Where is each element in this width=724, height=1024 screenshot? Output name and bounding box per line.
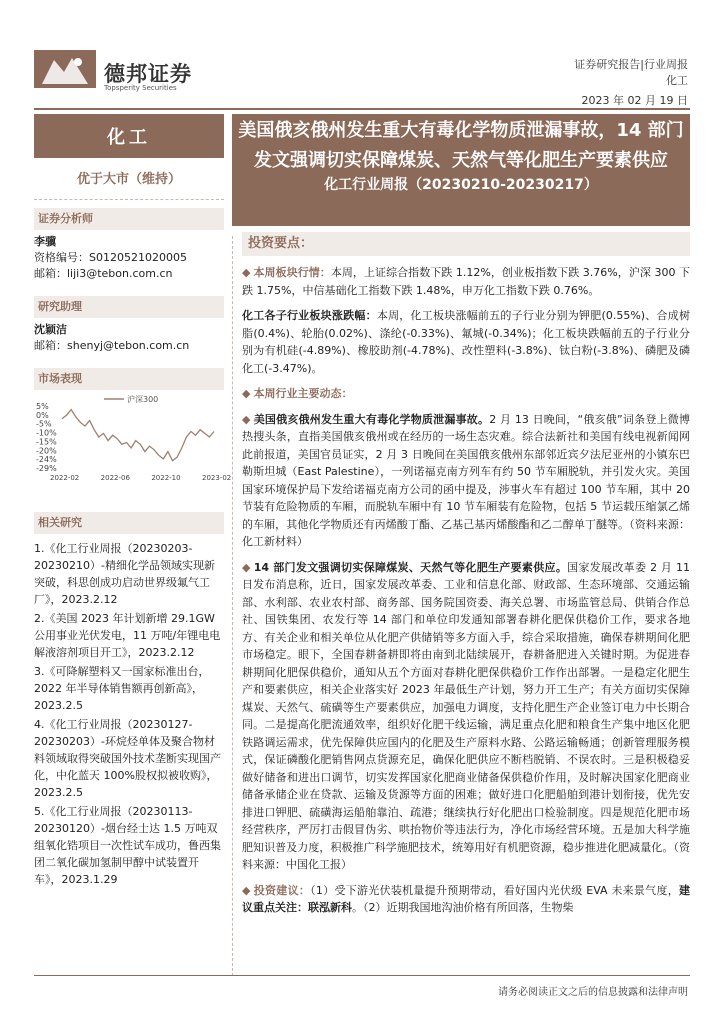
- paragraph-fertilizer: [242, 559, 690, 874]
- body-text: [242, 264, 690, 925]
- related-item[interactable]: 5.《化工行业周报（20230113-20230120）-烟台经士达 1.5 万吨双组氧化锆项目一次性试车成功，鲁西集团二氧化碳加氢制甲醇中试装置开车》，2023.1.29: [34, 805, 221, 886]
- y-tick-label: -15%: [36, 437, 57, 447]
- x-tick-label: 2022-10: [151, 474, 181, 482]
- paragraph-weekly-market: [242, 264, 690, 299]
- y-tick-label: 5%: [36, 402, 49, 411]
- report-subtitle: 化工行业周报（20230210-20230217）: [324, 177, 598, 193]
- legend-label: 沪深300: [127, 395, 159, 404]
- sector-box: 化工: [34, 114, 224, 158]
- text-invest-b: 。（2）近期我国地沟油价格有所回落，生物柴: [352, 901, 574, 914]
- left-sidebar: [34, 114, 232, 890]
- x-tick-label: 2023-02: [202, 474, 232, 482]
- analyst-email[interactable]: 邮箱：liji3@tebon.com.cn: [34, 267, 173, 280]
- header-divider: [34, 108, 690, 110]
- paragraph-ohio: [242, 411, 690, 551]
- text-invest-a: （1）受下游光伏装机量提升预期带动，看好国内光伏级 EVA 未来景气度，: [310, 883, 680, 897]
- industry-label: 化工: [666, 74, 688, 87]
- y-tick-label: -10%: [36, 428, 57, 438]
- assistant-heading: 研究助理: [34, 296, 224, 318]
- report-date: 2023 年 02 月 19 日: [581, 94, 688, 107]
- market-heading: 市场表现: [34, 368, 224, 390]
- x-tick-label: 2022-06: [100, 474, 130, 482]
- company-name-cn: 德邦证券: [104, 62, 192, 86]
- label-weekly: 本周板块行情：: [253, 266, 331, 279]
- related-item[interactable]: 3.《可降解塑料又一国家标准出台，2022 年半导体销售额再创新高》，2023.2.5: [34, 665, 210, 712]
- report-title: 美国俄亥俄州发生重大有毒化学物质泄漏事故，14 部门发文强调切实保障煤炭、天然气等化肥生产要素供应: [238, 120, 684, 171]
- label-fertilizer: 14 部门发文强调切实保障煤炭、天然气等化肥生产要素供应。: [253, 560, 568, 574]
- bullet-icon: ◆: [242, 560, 251, 574]
- label-subsectors: 化工各子行业板块涨跌幅：: [242, 309, 377, 322]
- label-dynamics: 本周行业主要动态：: [253, 387, 353, 400]
- label-invest: 投资建议：: [253, 883, 311, 897]
- related-list: [34, 540, 224, 888]
- paragraph-subsectors: [242, 307, 690, 377]
- analyst-heading: 证券分析师: [34, 208, 224, 230]
- rating: 优于大市（维持）: [76, 172, 181, 187]
- text-fertilizer: 国家发展改革委 2 月 11 日发布消息称，近日，国家发展改革委、工业和信息化部、财政部、生态环境部、交通运输部、水利部、农业农村部、商务部、国务院国资委、海关总署、市场监管总局、供销合作总社、国铁集团、农发行等 14 部门和单位印发通知部署春耕化肥保供稳价工作，要求各地方、有关企业和相关单位从化肥产供储销等多方面入手，综合采取措施，确保春耕期间化肥市场稳定。眼下，全国春耕备耕即将由南到北陆续展开，春耕备肥进入关键时期。为促进春耕期间化肥保供稳价，通知从五个方面对春耕化肥保供稳价工作作出部署。一是稳定化肥生产和要素供应，相关企业落实好 2023 年最低生产计划，努力开工生产；有关方面切实保障煤炭、天然气、硫磺等生产要素供应，加强电力调度，支持化肥生产企业签订电力中长期合同。二是提高化肥流通效率，组织好化肥干线运输，满足重点化肥和粮食生产集中地区化肥铁路调运需求，优先保障供应国内的化肥及生产原料水路、公路运输畅通；创新管理服务模式，保证磷酸化肥销售网点货源充足，确保化肥供应不断档脱销、不误农时。三是积极稳妥做好储备和进出口调节，切实发挥国家化肥商业储备保供稳价作用，及时解决国家化肥商业储备承储企业在贷款、运输及货源等方面的困难；做好进口化肥船舶到港计划衔接，优先安排进口钾肥、硫磺海运船舶靠泊、疏港；继续执行好化肥出口检验制度。四是规范化肥市场经营秩序，严厉打击假冒伪劣、哄抬物价等违法行为，净化市场经营环境。五是加大科学施肥知识普及力度，积极推广科学施肥技术，统筹用好有机肥资源，稳步推进化肥减量化。（资料来源：中国化工报）: [242, 560, 690, 871]
- label-ohio: 美国俄亥俄州发生重大有毒化学物质泄漏事故。: [253, 412, 490, 426]
- y-tick-label: -29%: [36, 464, 57, 473]
- paragraph-invest: [242, 882, 690, 917]
- footer-disclaimer: 请务必阅读正文之后的信息披露和法律声明: [498, 987, 688, 998]
- paragraph-dynamics-head: [242, 385, 690, 403]
- company-name-en: Topsperity Securities: [104, 84, 177, 92]
- y-tick-label: -24%: [36, 455, 57, 465]
- text-weekly: 本周，上证综合指数下跌 1.12%，创业板指数下跌 3.76%，沪深 300 下跌 1.75%，中信基础化工指数下跌 1.48%，申万化工指数下跌 0.76%。: [242, 266, 691, 297]
- bullet-icon: ◆: [242, 266, 251, 279]
- x-tick-label: 2022-02: [50, 474, 80, 482]
- y-tick-label: 0%: [36, 410, 49, 420]
- y-tick-label: -5%: [36, 419, 52, 429]
- related-heading: 相关研究: [34, 512, 224, 534]
- related-item[interactable]: 1.《化工行业周报（20230203-20230210）-精细化学品领域实现新突破，科思创成功启动世界级氟气工厂》，2023.2.12: [34, 542, 215, 606]
- related-item[interactable]: 4.《化工行业周报（20230127-20230203）-环烷烃单体及聚合物材料领域取得突破国外技术垄断实现国产化，中化蓝天 100%股权拟被收购》，2023.2.5: [34, 718, 221, 799]
- text-ohio: 2 月 13 日晚间，“俄亥俄”词条登上微博热搜头条，直指美国俄亥俄州或在经历的一场生态灾难。综合法新社和美国有线电视新闻网此前报道，美国官员证实，2 月 3 日晚间在美国俄亥俄州东部邻近宾夕法尼亚州的小镇东巴勒斯坦城（East Palestine），一列诺福克南方列车有约 50 节车厢脱轨，并引发火灾。美国国家环境保护局下发给诺福克南方公司的函中提及，涉事火车有超过 100 节车厢，其中 20 节装有危险物质的车厢，而脱轨车厢中有 10 节车厢装有危险物，包括 5 节运载压缩氯乙烯的车厢，其他化学物质还有丙烯酸丁酯、乙基己基丙烯酸酯和乙二醇单丁醚等。（资料来源：化工新材料）: [242, 412, 691, 548]
- text-invest-bold: 建议重点关注：联泓新科: [242, 883, 691, 914]
- footer-divider: [34, 975, 690, 976]
- logo-icon: [34, 50, 96, 88]
- bullet-icon: ◆: [242, 387, 251, 400]
- invest-heading: 投资要点：: [242, 232, 690, 256]
- market-chart: [34, 394, 232, 484]
- bullet-icon: ◆: [242, 412, 251, 426]
- assistant-email[interactable]: 邮箱：shenyj@tebon.com.cn: [34, 339, 190, 352]
- text-subsectors: 本周，化工板块涨幅前五的子行业分别为钾肥(0.55%)、合成树脂(0.4%)、轮胎(0.02%)、涤纶(-0.33%)、氟城(-0.34%)；化工板块跌幅前五的子行业分别为有机硅(-4.89%)、橡胶助剂(-4.78%)、改性塑料(-3.8%)、钛白粉(-3.8%)、磷肥及磷化工(-3.47%)。: [242, 309, 690, 375]
- bullet-icon: ◆: [242, 883, 251, 897]
- analyst-name: 李骥: [34, 235, 56, 248]
- assistant-name: 沈颖洁: [34, 323, 67, 336]
- title-box: [232, 114, 690, 226]
- y-tick-label: -20%: [36, 446, 57, 456]
- analyst-cert: 资格编号：S0120521020005: [34, 251, 187, 264]
- series-line: [62, 410, 214, 461]
- related-item[interactable]: 2.《美国 2023 年计划新增 29.1GW 公用事业光伏发电，11 万吨/年锂电电解液溶剂项目开工》，2023.2.12: [34, 612, 221, 659]
- report-type: 证券研究报告|行业周报: [574, 58, 688, 71]
- column-divider: [232, 236, 234, 976]
